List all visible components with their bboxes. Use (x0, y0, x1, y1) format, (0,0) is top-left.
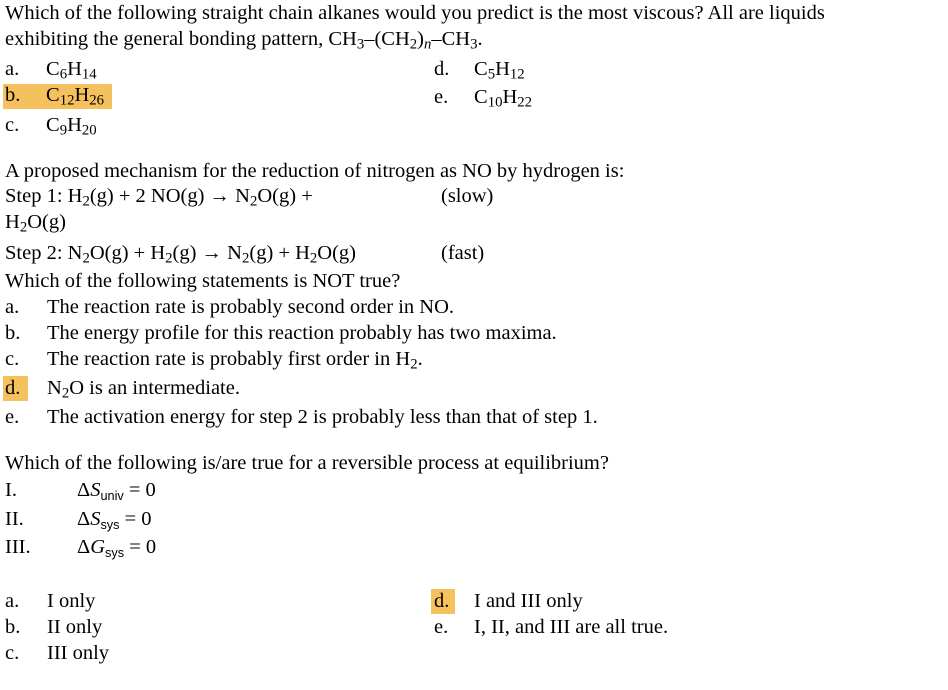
q2-intro: A proposed mechanism for the reduction of nitrogen as NO by hydrogen is: (5, 160, 625, 182)
q2-step1-rate: (slow) (441, 185, 494, 207)
q1-stem-line1: Which of the following straight chain alkanes would you predict is the most viscous? All are liquids (5, 2, 825, 24)
q1-option-c[interactable]: c. $C_9H_{20}$ (5, 114, 97, 139)
q1-option-a[interactable]: a. $C_6H_{14}$ (5, 58, 97, 83)
q2-option-b[interactable]: b. The energy profile for this reaction probably has two maxima. (5, 322, 557, 344)
q2-option-e[interactable]: e. The activation energy for step 2 is probably less than that of step 1. (5, 406, 598, 428)
q2-option-d[interactable]: d. $N_2O$ is an intermediate. (5, 377, 240, 402)
q3-option-c[interactable]: c. III only (5, 642, 110, 664)
q3-option-e[interactable]: e. I, II, and III are all true. (434, 616, 669, 638)
q3-option-a[interactable]: a. I only (5, 590, 96, 612)
q3-question: Which of the following is/are true for a reversible process at equilibrium? (5, 452, 609, 474)
q1-option-d[interactable]: d. $C_5H_{12}$ (434, 58, 525, 83)
q2-step1: Step 1: $H_2(g) + 2$ $NO(g) \to N_2O(g)$ + (5, 185, 313, 210)
q1-stem-line2: exhibiting the general bonding pattern, $CH_3-(CH_2)_n-CH_3$. (5, 28, 483, 53)
q3-option-b[interactable]: b. II only (5, 616, 103, 638)
q2-question: Which of the following statements is NOT true? (5, 270, 401, 292)
q2-step1-continued: $H_2O(g)$ (5, 211, 66, 236)
q2-option-a[interactable]: a. The reaction rate is probably second order in NO. (5, 296, 455, 318)
q3-statement-2: II. $\Delta S_{sys} = 0$ (5, 508, 152, 532)
q1-option-b[interactable]: b. $C_{12}H_{26}$ (5, 84, 104, 109)
q3-option-d[interactable]: d. I and III only (434, 590, 583, 612)
q2-step2: Step 2: $N_2O(g) + H_2(g) \to N_2(g) + H_2O(g)$ (5, 242, 356, 267)
q2-step2-rate: (fast) (441, 242, 485, 264)
q3-statement-3: III. $\Delta G_{sys} = 0$ (5, 536, 157, 560)
q3-statement-1: I. $\Delta S_{univ} = 0$ (5, 479, 156, 503)
q1-option-e[interactable]: e. $C_{10}H_{22}$ (434, 86, 532, 111)
q2-option-c[interactable]: c. The reaction rate is probably first order in $H_2$. (5, 348, 423, 373)
